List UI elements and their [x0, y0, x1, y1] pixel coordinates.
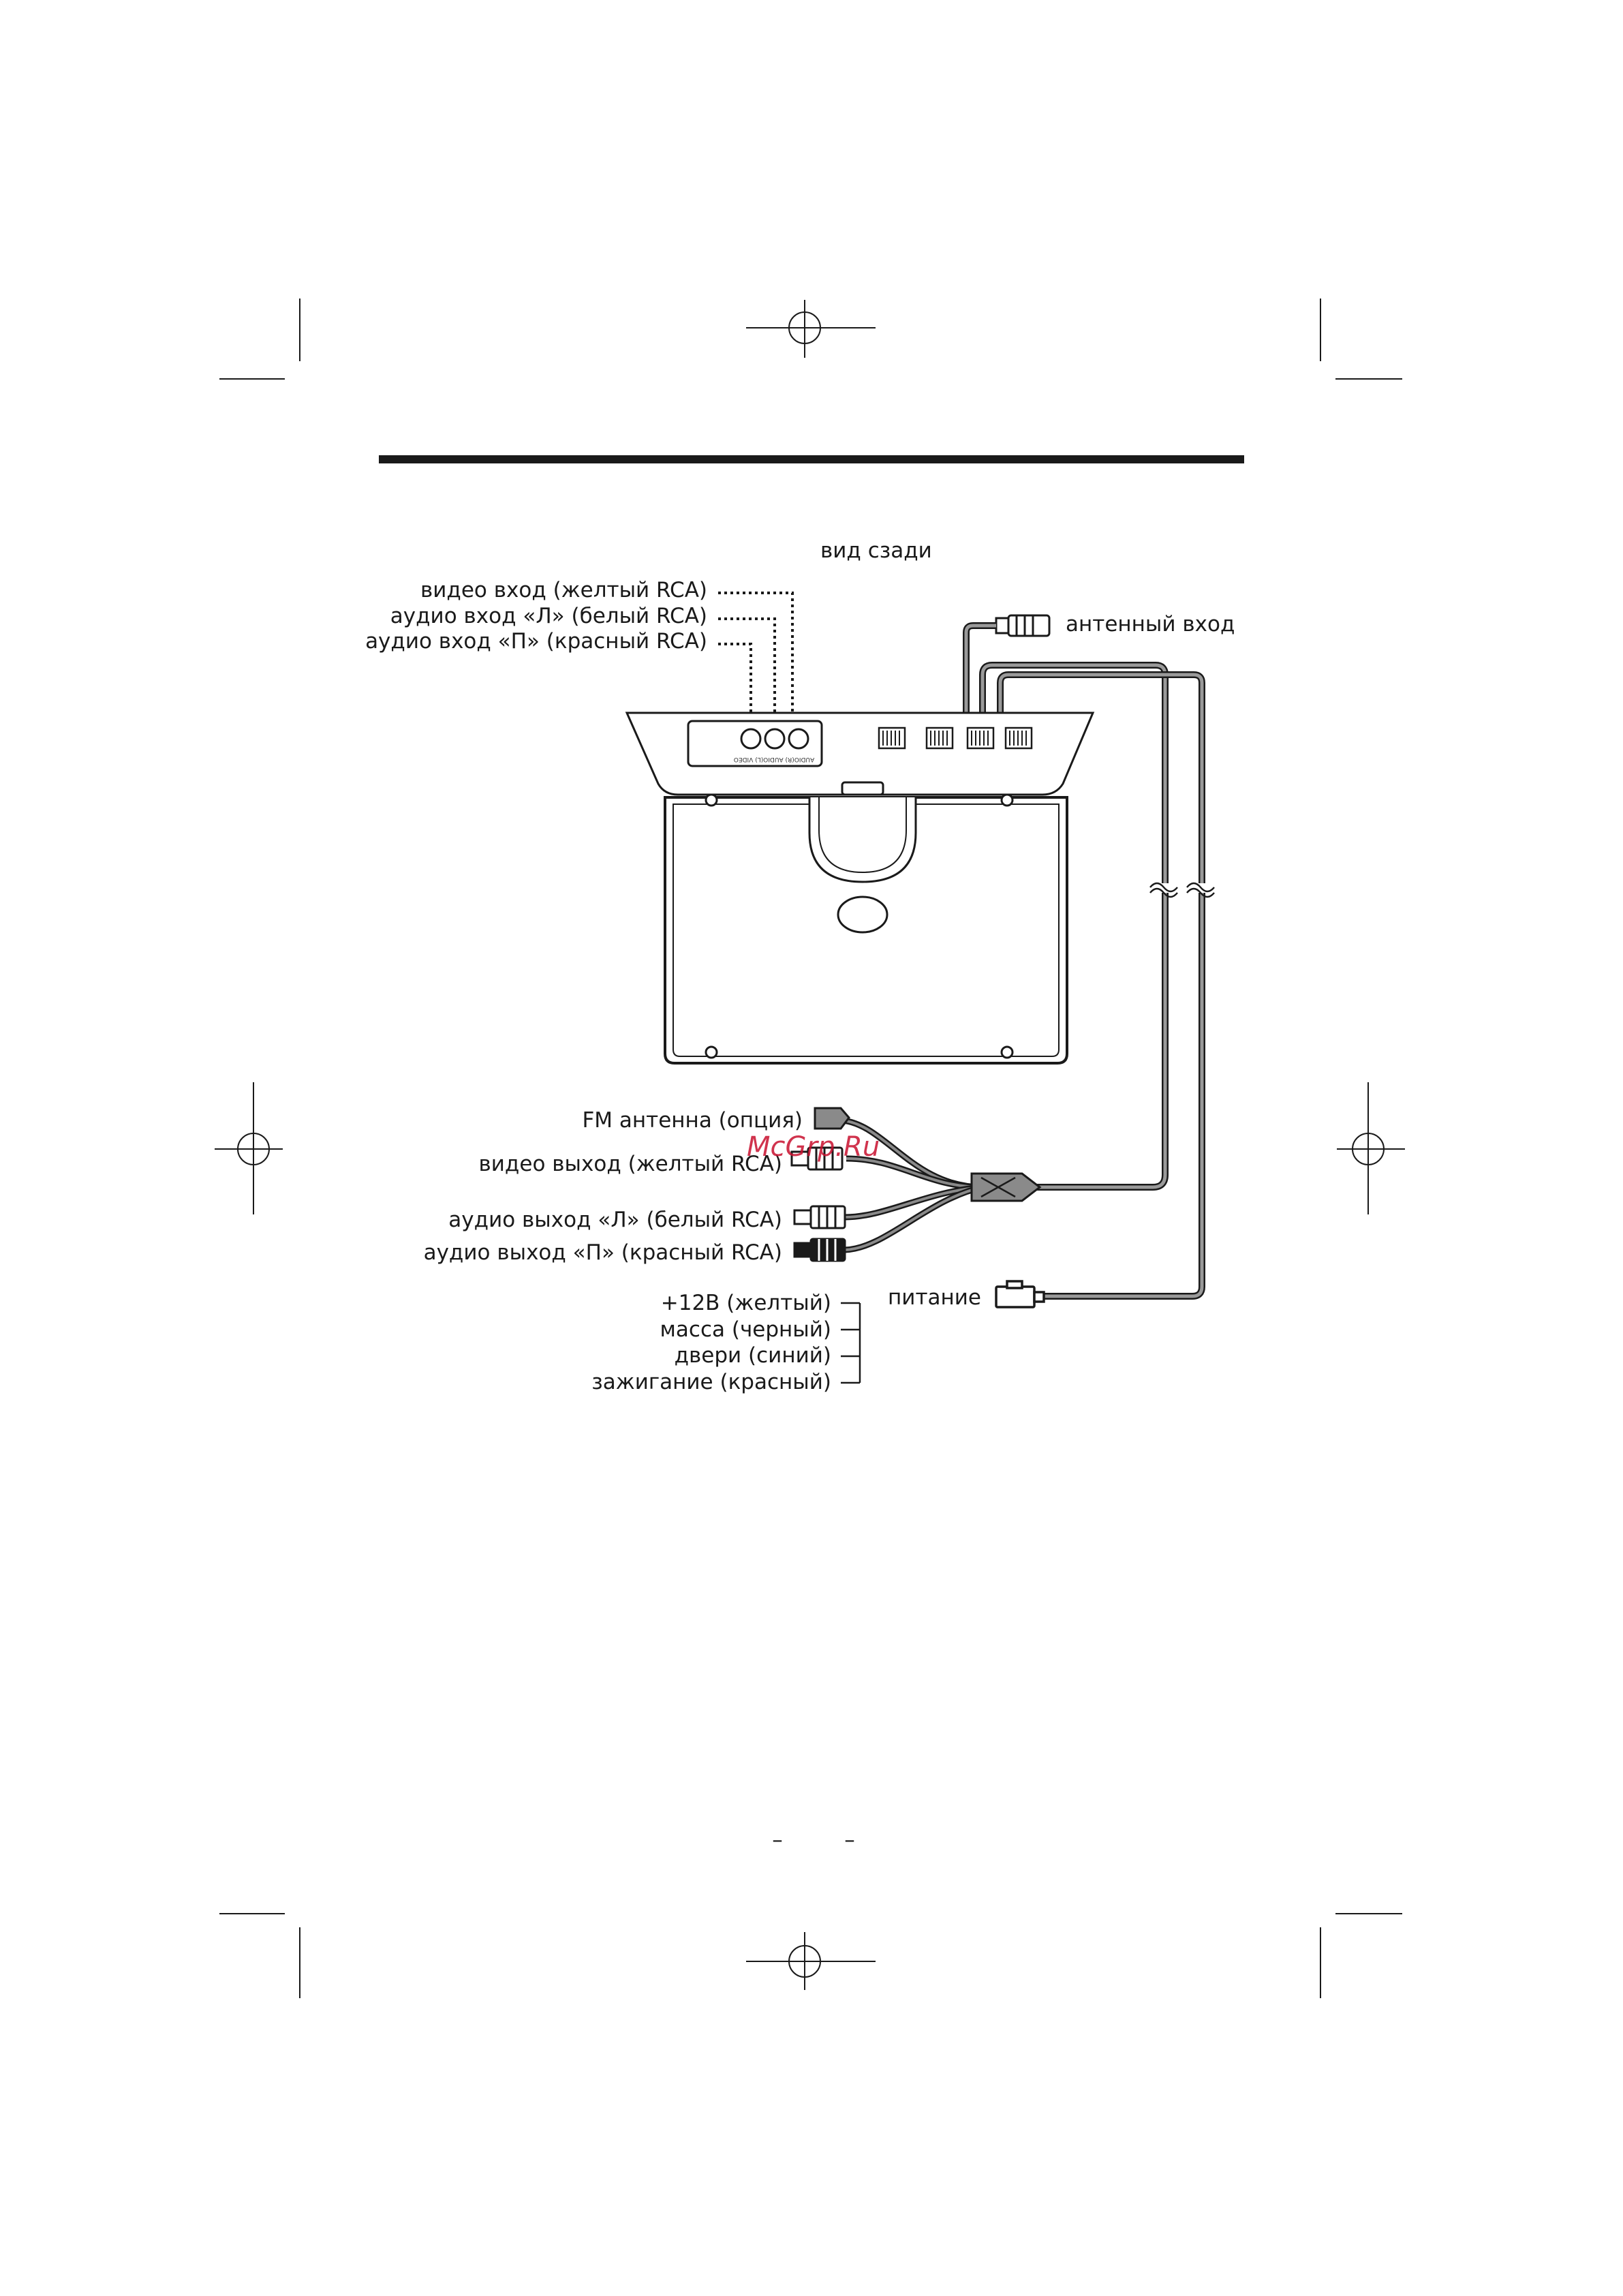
watermark: McGrp.Ru	[747, 1131, 880, 1163]
harness-junction	[972, 1174, 1040, 1201]
label-audio-out-left: аудио выход «Л» (белый RCA)	[448, 1208, 782, 1232]
jack-panel-labels: AUDIO(R) AUDIO(L) VIDEO	[733, 756, 815, 763]
page-mark-right: –	[844, 1828, 855, 1852]
label-fm-antenna: FM антенна (опция)	[582, 1108, 803, 1133]
jack-audio-left	[765, 729, 784, 748]
label-video-in: видео вход (желтый RCA)	[420, 578, 707, 602]
label-wire-12v: +12В (желтый)	[660, 1291, 831, 1315]
power-connector	[996, 1281, 1044, 1307]
fm-antenna-connector	[815, 1108, 849, 1129]
cable-break-marks	[1150, 883, 1216, 897]
label-antenna-in: антенный вход	[1066, 612, 1235, 637]
label-power: питание	[888, 1285, 981, 1310]
registration-target-bottom	[746, 1932, 876, 1990]
label-video-out: видео выход (желтый RCA)	[478, 1152, 782, 1176]
monitor-unit	[627, 713, 1093, 1063]
rca-plug-audio-out-left	[794, 1206, 845, 1228]
registration-target-top	[746, 300, 876, 358]
label-wire-ground: масса (черный)	[660, 1317, 831, 1342]
jack-audio-right	[741, 729, 760, 748]
registration-target-left	[215, 1082, 283, 1214]
label-wire-doors: двери (синий)	[674, 1343, 831, 1368]
label-audio-in-right: аудио вход «П» (красный RCA)	[365, 629, 707, 654]
rca-plug-audio-out-right	[794, 1239, 845, 1261]
antenna-connector	[996, 615, 1049, 636]
registration-target-right	[1337, 1082, 1405, 1214]
label-wire-ignition: зажигание (красный)	[591, 1370, 831, 1394]
heading-rule	[379, 455, 1244, 463]
label-audio-in-left: аудио вход «Л» (белый RCA)	[390, 604, 707, 628]
page-mark-left: –	[772, 1828, 783, 1852]
power-wire-bracket	[841, 1303, 860, 1383]
jack-video	[789, 729, 808, 748]
diagram-title: вид сзади	[820, 538, 932, 563]
label-audio-out-right: аудио выход «П» (красный RCA)	[423, 1240, 782, 1265]
